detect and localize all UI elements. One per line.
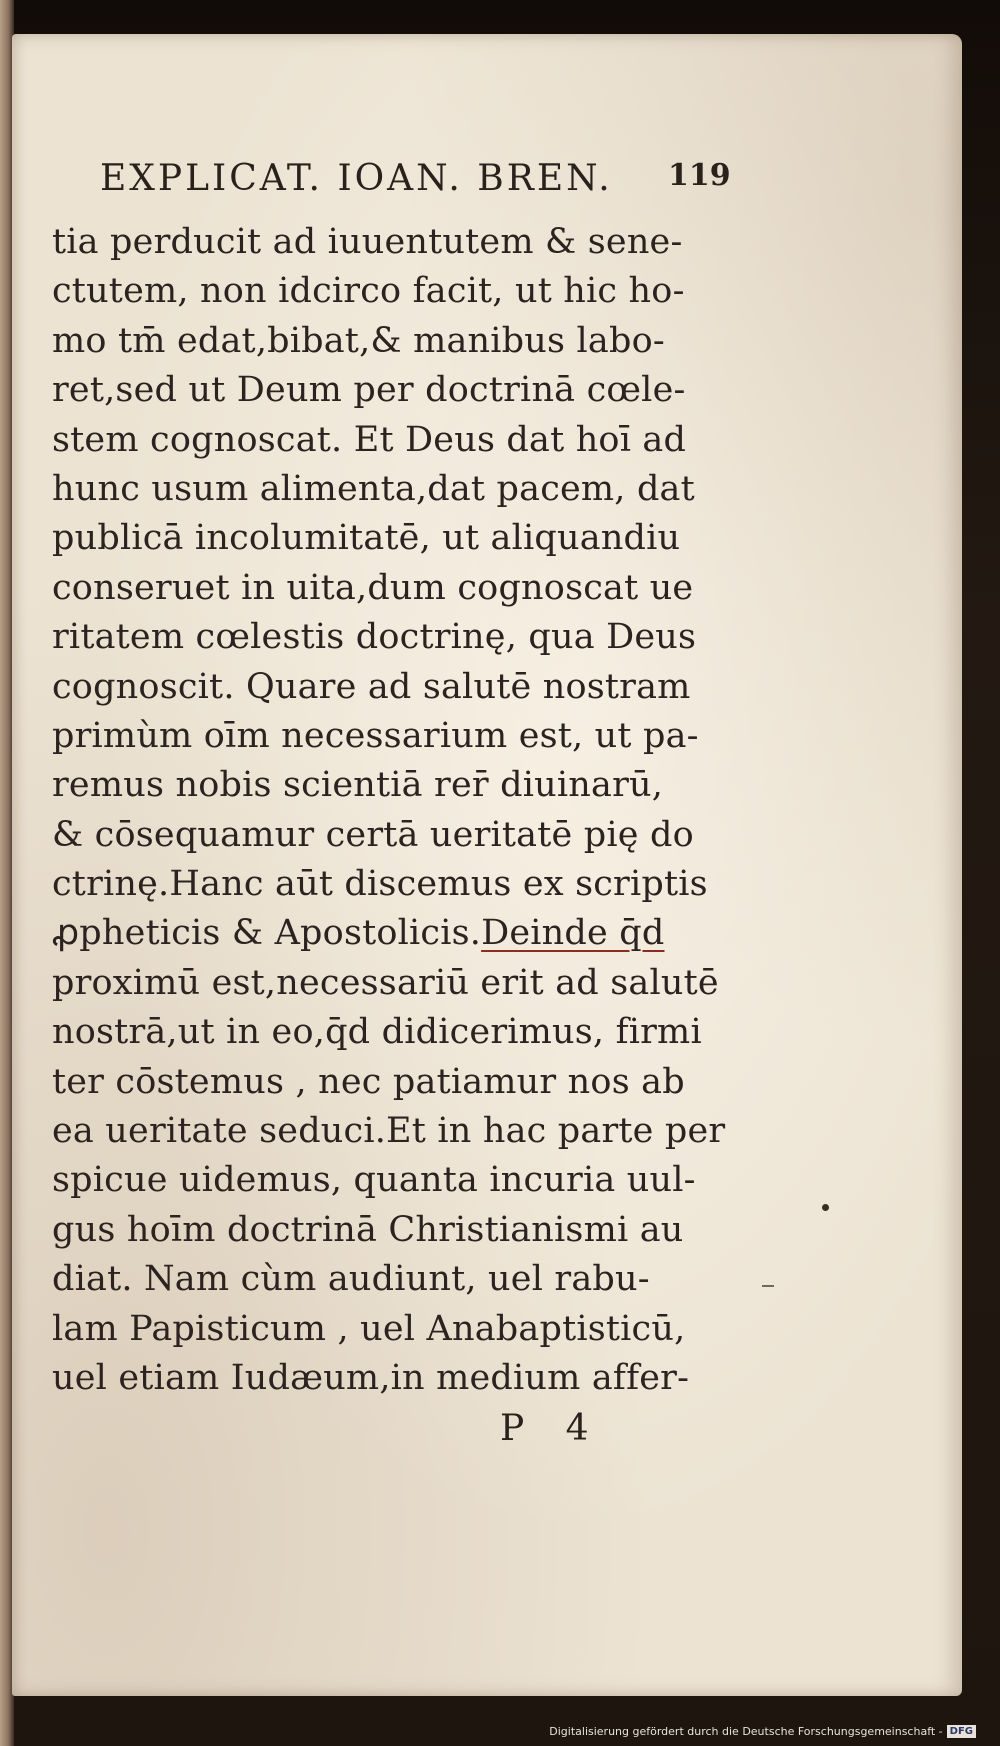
text-line-underlined bbox=[52, 909, 732, 958]
text-line: cognoscit. Quare ad salutē nostram bbox=[52, 666, 691, 707]
credit-text: Digitalisierung gefördert durch die Deutsche Forschungsgemeinschaft - bbox=[549, 1724, 943, 1738]
text-line: lam Papisticum , uel Anabaptisticū, bbox=[52, 1308, 686, 1349]
text-line: ritatem cœlestis doctrinę, qua Deus bbox=[52, 617, 697, 658]
running-head: EXPLICAT. IOAN. BREN. bbox=[100, 158, 613, 199]
text-line: conseruet in uita,dum cognoscat ue bbox=[52, 567, 694, 608]
folio-number: 119 bbox=[668, 158, 731, 193]
underlined-phrase: Deinde q̄d bbox=[481, 913, 665, 954]
text-line: ret,sed ut Deum per doctrinā cœle- bbox=[52, 370, 686, 411]
signature-mark: P 4 bbox=[500, 1408, 589, 1449]
text-line: gus hoīm doctrinā Christianismi au bbox=[52, 1209, 684, 1250]
text-line-part: ꝓpheticis & Apostolicis. bbox=[52, 913, 482, 954]
ink-speck bbox=[762, 1285, 774, 1287]
text-line: primùm oīm necessarium est, ut pa- bbox=[52, 715, 699, 756]
text-line: & cōsequamur certā ueritatē pię do bbox=[52, 814, 694, 855]
text-line: nostrā,ut in eo,q̄d didicerimus, firmi bbox=[52, 1012, 702, 1053]
text-line: ea ueritate seduci.Et in hac parte per bbox=[52, 1111, 726, 1152]
text-line: ctrinę.Hanc aūt discemus ex scriptis bbox=[52, 864, 708, 905]
text-line: uel etiam Iudæum,in medium affer- bbox=[52, 1357, 690, 1398]
text-line: hunc usum alimenta,dat pacem, dat bbox=[52, 468, 695, 509]
text-line: stem cognoscat. Et Deus dat hoī ad bbox=[52, 419, 687, 460]
text-line: tia perducit ad iuuentutem & sene- bbox=[52, 222, 683, 262]
ink-speck bbox=[822, 1204, 829, 1211]
text-line: spicue uidemus, quanta incuria uul- bbox=[52, 1160, 696, 1201]
text-line: remus nobis scientiā rer̄ diuinarū, bbox=[52, 765, 664, 806]
text-line: diat. Nam cùm audiunt, uel rabu- bbox=[52, 1259, 650, 1300]
text-line: ter cōstemus , nec patiamur nos ab bbox=[52, 1061, 685, 1102]
text-line: proximū est,necessariū erit ad salutē bbox=[52, 962, 719, 1003]
body-text bbox=[52, 218, 732, 1403]
text-line: publicā incolumitatē, ut aliquandiu bbox=[52, 518, 681, 559]
dfg-logo: DFG bbox=[947, 1725, 976, 1738]
text-line: ctutem, non idcirco facit, ut hic ho- bbox=[52, 271, 685, 312]
digitization-credit bbox=[549, 1725, 976, 1739]
text-line: mo tm̄ edat,bibat,& manibus labo- bbox=[52, 320, 665, 361]
